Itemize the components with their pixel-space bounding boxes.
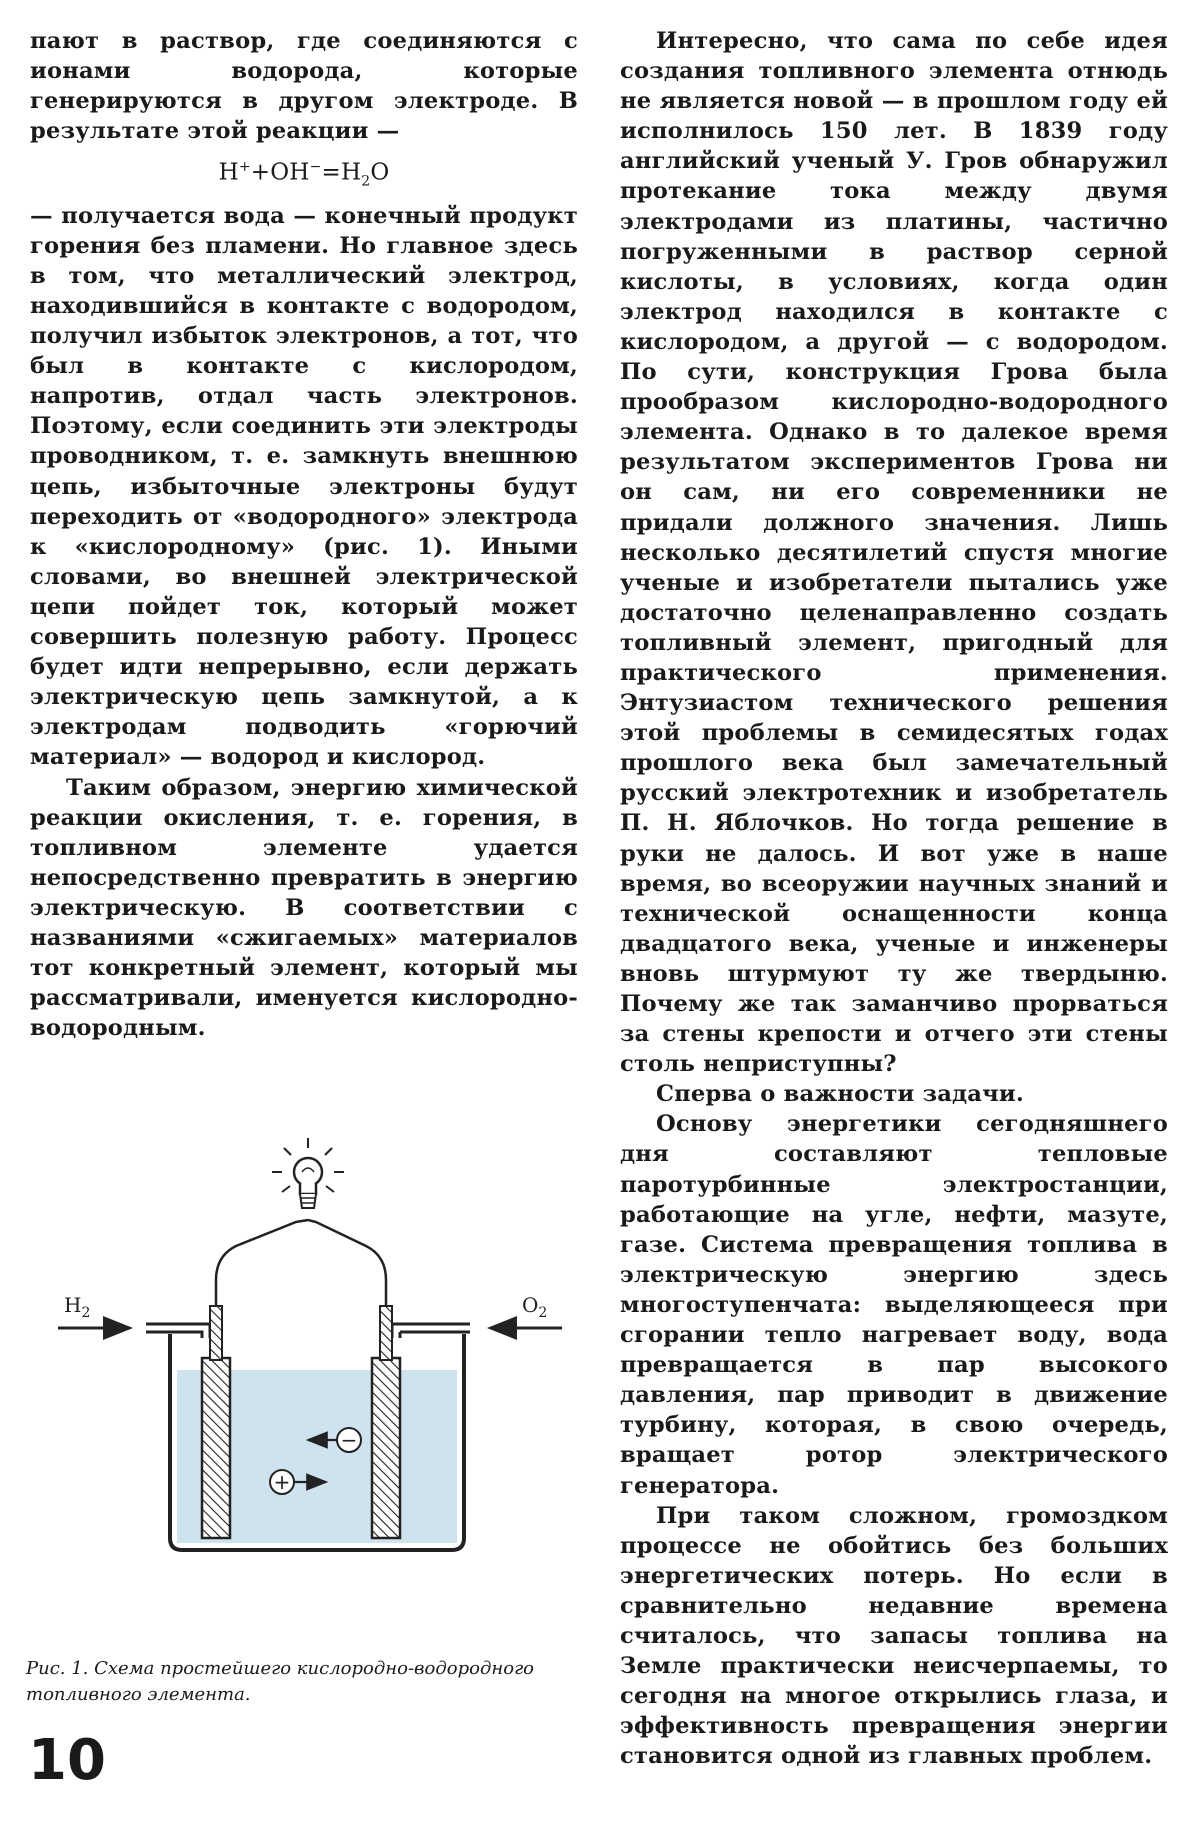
formula-oh-charge: −: [309, 159, 322, 176]
o2-label: $O_2$: [522, 1293, 548, 1321]
figure-caption: Рис. 1. Схема простейшего кислородно-водородного топливного элемента.: [26, 1658, 534, 1705]
left-paragraph-3: Таким образом, энергию химической реакции окисления, т. е. горения, в топливном элементе удается непосредственно превратить в энергию электрическую. В соответствии с названиями «сжигаемых» материалов тот конкретный элемент, который мы рассматривали, именуется кислородно-водородным.: [30, 774, 578, 1042]
h2-label: $H_2$: [64, 1293, 91, 1321]
right-column: [620, 26, 1168, 1771]
o2-inlet-pipe: [392, 1324, 470, 1338]
left-paragraph-1: пают в раствор, где соединяются с ионами водорода, которые генерируются в другом электроде. В результате этой реакции —: [30, 28, 578, 145]
formula-h: H: [218, 160, 239, 187]
h2-inlet-pipe: [146, 1324, 210, 1338]
right-paragraph-2: Сперва о важности задачи.: [656, 1081, 1024, 1108]
oxygen-electrode-lead: [380, 1306, 392, 1360]
formula-water-h: H: [341, 160, 362, 187]
formula-h-charge: +: [238, 159, 251, 176]
light-bulb-icon: [294, 1158, 322, 1208]
fuel-cell-diagram: [50, 1130, 580, 1600]
formula-equals: =: [321, 160, 341, 187]
reaction-formula: [30, 152, 578, 196]
left-column: [30, 26, 578, 1043]
negative-ion-sign: −: [340, 1428, 358, 1452]
formula-oh: OH: [270, 160, 310, 187]
right-paragraph-4: При таком сложном, громоздком процессе не обойтись без больших энергетических потерь. Но если в сравнительно недавние времена считалось, что запасы топлива на Земле практически неисчерпаемы, то сегодня на многое открылись глаза, и эффективность превращения энергии становится одной из главных проблем.: [620, 1502, 1168, 1770]
hydrogen-electrode-lead: [210, 1306, 222, 1360]
right-paragraph-3: Основу энергетики сегодняшнего дня составляют тепловые паротурбинные электростанции, работающие на угле, нефти, мазуте, газе. Система превращения топлива в электрическую энергию здесь многоступенчата: выделяющееся при сгорании тепло нагревает воду, вода превращается в пар высокого давления, пар приводит в движение турбину, которая, в свою очередь, вращает ротор электрического генератора.: [620, 1111, 1168, 1499]
positive-ion-sign: +: [273, 1470, 291, 1494]
page-number: 10: [28, 1728, 106, 1793]
external-circuit-wire: [216, 1220, 386, 1306]
formula-plus: +: [250, 160, 271, 187]
hydrogen-electrode: [202, 1358, 230, 1538]
formula-water-index: 2: [361, 173, 371, 190]
oxygen-electrode: [372, 1358, 400, 1538]
right-paragraph-1: Интересно, что сама по себе идея создания топливного элемента отнюдь не является новой — в прошлом году ей исполнилось 150 лет. В 1839 году английский ученый У. Гров обнаружил протекание тока между двумя электродами из платины, частично погруженными в раствор серной кислоты, в условиях, когда один электрод находился в контакте с кислородом, а другой — с водородом. По сути, конструкция Грова была прообразом кислородно-водородного элемента. Однако в то далекое время результатом экспериментов Грова ни он сам, ни его современники не придали должного значения. Лишь несколько десятилетий спустя многие ученые и изобретатели пытались уже достаточно целенаправленно создать топливный элемент, пригодный для практического применения. Энтузиастом технического решения этой проблемы в семидесятых годах прошлого века был замечательный русский электротехник и изобретатель П. Н. Яблочков. Но тогда решение в руки не далось. И вот уже в наше время, во всеоружии научных знаний и технической оснащенности конца двадцатого века, ученые и инженеры вновь штурмуют ту же твердыню. Почему же так заманчиво прорваться за стены крепости и отчего эти стены столь неприступны?: [620, 28, 1168, 1078]
formula-water-o: O: [370, 160, 390, 187]
left-paragraph-2: — получается вода — конечный продукт горения без пламени. Но главное здесь в том, что металлический электрод, находившийся в контакте с водородом, получил избыток электронов, а тот, что был в контакте с кислородом, напротив, отдал часть электронов. Поэтому, если соединить эти электроды проводником, т. е. замкнуть внешнюю цепь, избыточные электроны будут переходить от «водородного» электрода к «кислородному» (рис. 1). Иными словами, во внешней электрической цепи пойдет ток, который может совершить полезную работу. Процесс будет идти непрерывно, если держать электрическую цепь замкнутой, а к электродам подводить «горючий материал» — водород и кислород.: [30, 202, 578, 771]
